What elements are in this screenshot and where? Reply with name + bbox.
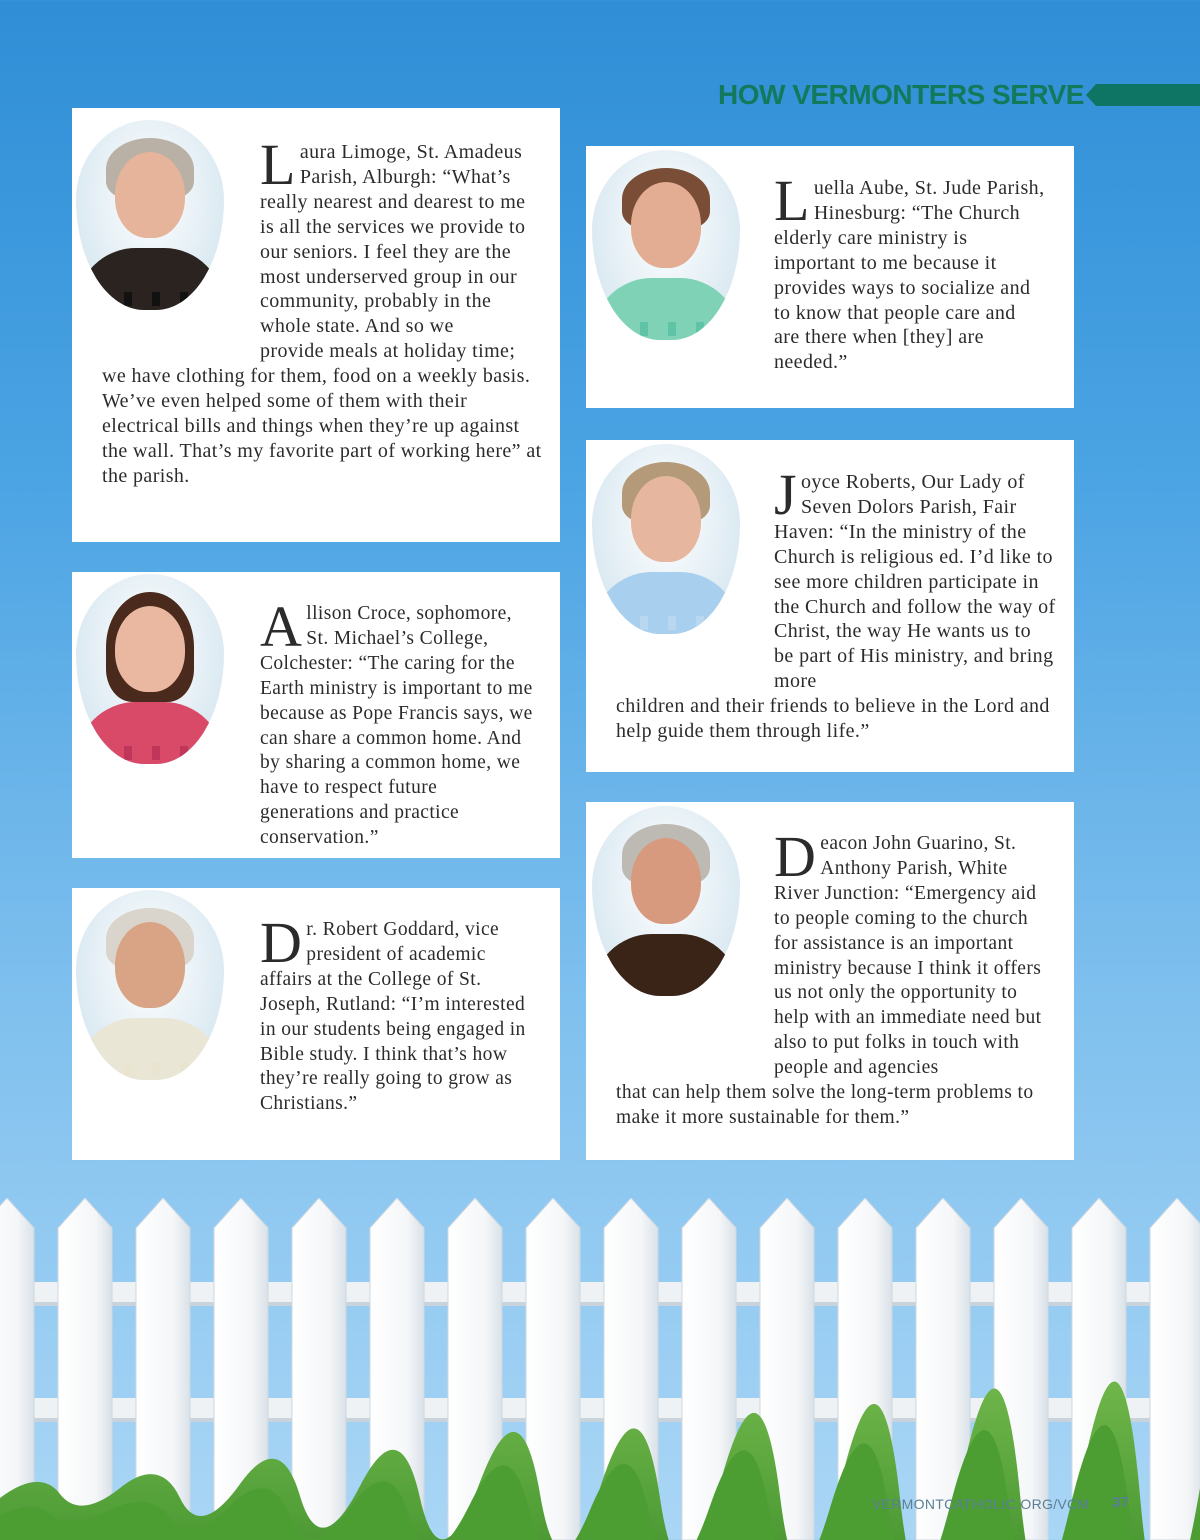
portrait-photo (592, 150, 740, 340)
profile-card-robert (72, 888, 560, 1160)
fence-picket (58, 1198, 112, 1540)
drop-cap: L (774, 168, 810, 233)
portrait-photo (76, 890, 224, 1080)
section-tab-marker (1086, 84, 1200, 106)
quote-text: eacon John Guarino, St. Anthony Parish, White River Junction: “Emergency aid to people coming to the church for assistance is an important ministry because I think it offers us not only the opportunity to help with an immediate need but also to put folks in touch with people and agencies (774, 833, 1042, 1079)
profile-card-luella (586, 146, 1074, 408)
footer-url: VERMONTCATHOLIC.ORG/VCM (872, 1496, 1090, 1512)
profile-card-joyce (586, 440, 1074, 772)
drop-cap: L (260, 132, 296, 197)
profile-quote (260, 594, 536, 851)
fence-divider (76, 724, 224, 764)
profile-quote (102, 132, 542, 489)
quote-text-continued: children and their friends to believe in the Lord and help guide them through life.” (616, 695, 1050, 743)
fence-divider (592, 300, 740, 340)
drop-cap: D (774, 824, 817, 889)
page-number: 37 (1112, 1494, 1129, 1511)
profile-quote (260, 910, 536, 1117)
profile-card-laura (72, 108, 560, 542)
fence-divider (76, 1040, 224, 1080)
quote-text: llison Croce, sophomore, St. Michael’s College, Colchester: “The caring for the Earth ministry is important to me because as Pope Francis says, we can share a common home. And by sharing a common home, we have to respect future generations and practice conservation.” (260, 603, 533, 849)
profile-card-john (586, 802, 1074, 1160)
drop-cap: D (260, 910, 303, 975)
quote-text: aura Limoge, St. Amadeus Parish, Alburgh: “What’s really nearest and dearest to me is all the services we provide to our seniors. I feel they are the most underserved group in our community, probably in the whole state. And so we (260, 141, 526, 338)
section-header (718, 80, 1084, 110)
fence-picket (292, 1198, 346, 1540)
fence-picket (1150, 1198, 1200, 1540)
quote-text: r. Robert Goddard, vice president of academic affairs at the College of St. Joseph, Rutland: “I’m interested in our students being engaged in Bible study. I think that’s how they’re really going to grow as Christians.” (260, 919, 526, 1115)
quote-text-continued: provide meals at holiday time; we have clothing for them, food on a weekly basis. We’ve even helped some of them with their electrical bills and things when they’re up against the wall. That’s my favorite part of working here” at the parish. (102, 340, 542, 487)
quote-text: uella Aube, St. Jude Parish, Hinesburg: “The Church elderly care ministry is important to me because it provides ways to socialize and to know that people care and are there when [they] are needed.” (774, 177, 1045, 374)
quote-text: oyce Roberts, Our Lady of Seven Dolors Parish, Fair Haven: “In the ministry of the Church is religious ed. I’d like to see more children participate in the Church and follow the way of Christ, the way He wants us to be part of His ministry, and bring more (774, 471, 1056, 693)
drop-cap: A (260, 594, 303, 659)
quote-text-continued: that can help them solve the long-term problems to make it more sustainable for them.” (616, 1082, 1034, 1128)
profile-quote (616, 824, 1056, 1131)
profile-quote (616, 462, 1056, 744)
picket-fence-illustration (0, 1198, 1200, 1540)
profile-card-allison (72, 572, 560, 858)
section-title: HOW VERMONTERS SERVE (718, 79, 1084, 110)
profile-quote (774, 168, 1046, 375)
drop-cap: J (774, 462, 797, 527)
portrait-photo (76, 574, 224, 764)
